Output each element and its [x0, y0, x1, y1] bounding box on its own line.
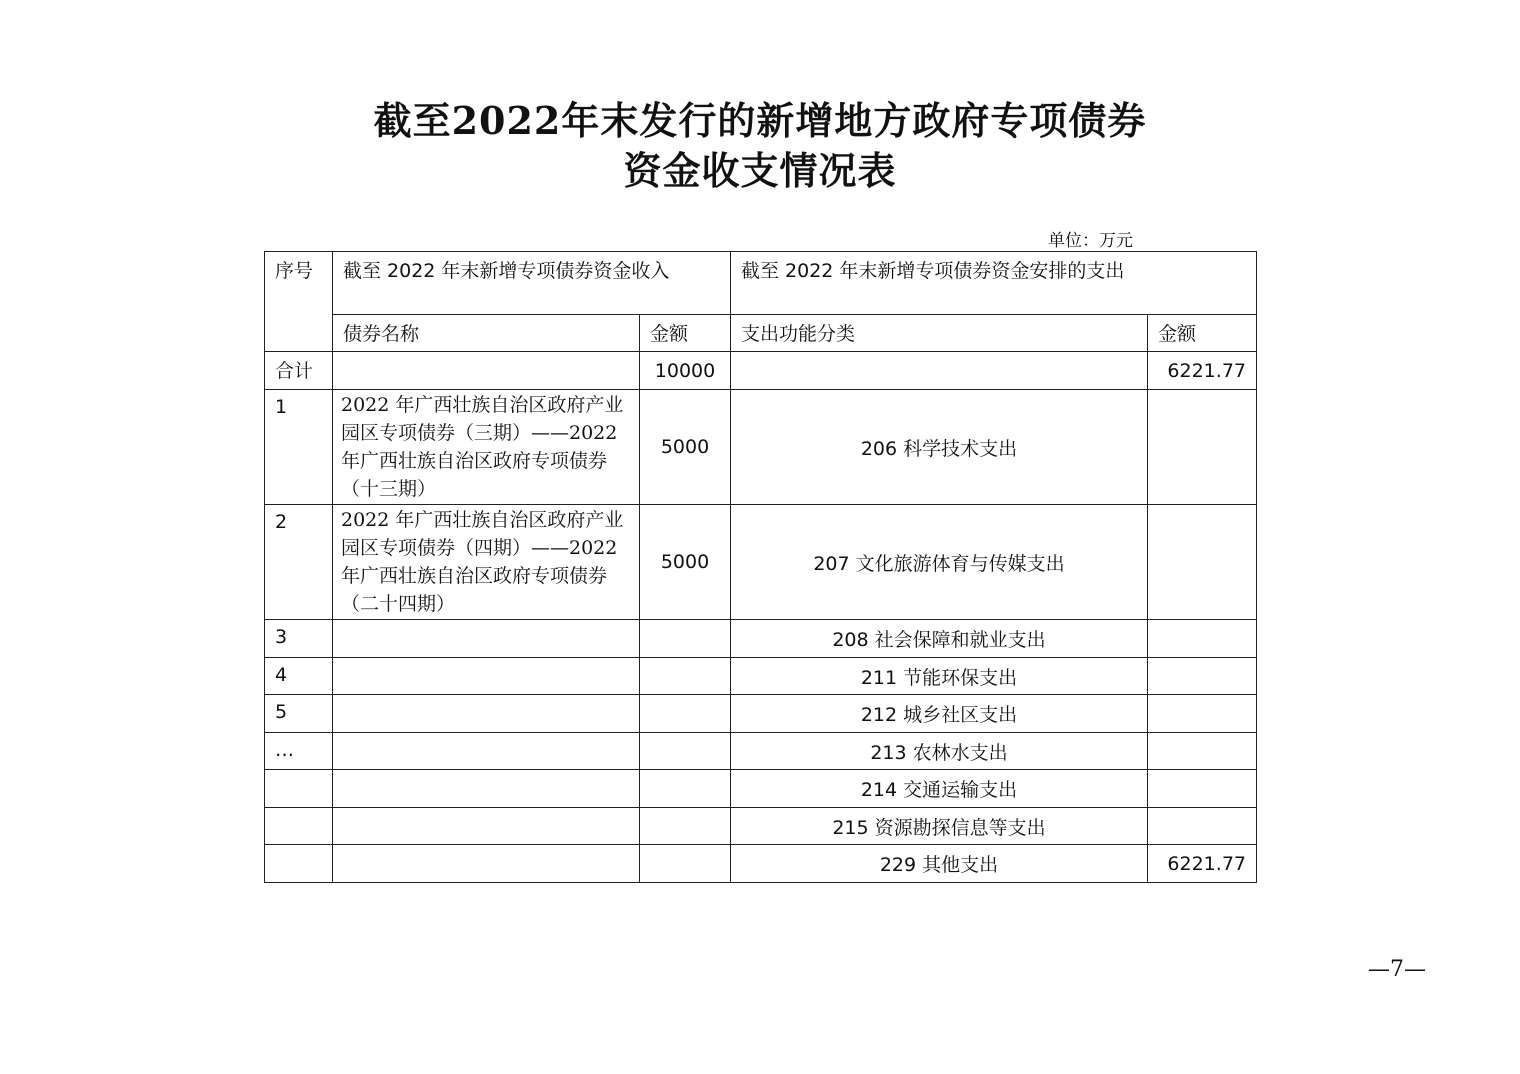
table-row — [265, 845, 1257, 883]
row-seq — [265, 808, 333, 845]
row-expense-amount — [1148, 733, 1257, 770]
row-income-amount — [640, 808, 731, 845]
document-title-line-1: 截至2022年末发行的新增地方政府专项债券 — [373, 98, 1147, 143]
row-seq: 5 — [265, 695, 333, 733]
table-row — [265, 770, 1257, 808]
row-expense-amount — [1148, 620, 1257, 658]
bond-fund-table — [264, 251, 1257, 883]
row-seq — [265, 770, 333, 808]
table-row — [265, 658, 1257, 695]
row-bond-name — [333, 658, 640, 695]
row-income-amount — [640, 620, 731, 658]
unit-label: 单位：万元 — [1048, 231, 1133, 251]
row-expense-amount — [1148, 695, 1257, 733]
row-expense-category: 211 节能环保支出 — [731, 658, 1148, 695]
row-expense-amount — [1148, 658, 1257, 695]
row-income-amount: 5000 — [640, 390, 731, 505]
document-title-line-2: 资金收支情况表 — [623, 148, 897, 193]
table-row — [265, 733, 1257, 770]
row-expense-category: 212 城乡社区支出 — [731, 695, 1148, 733]
row-expense-category: 229 其他支出 — [731, 845, 1148, 883]
row-expense-amount — [1148, 390, 1257, 505]
row-seq: 3 — [265, 620, 333, 658]
row-income-amount — [640, 845, 731, 883]
header-expense-category: 支出功能分类 — [731, 315, 1148, 352]
header-expense-group: 截至 2022 年末新增专项债券资金安排的支出 — [731, 252, 1257, 315]
row-seq: 1 — [265, 390, 333, 505]
header-income-group: 截至 2022 年末新增专项债券资金收入 — [333, 252, 731, 315]
row-bond-name — [333, 770, 640, 808]
row-income-amount: 5000 — [640, 505, 731, 620]
row-income-amount — [640, 733, 731, 770]
table-row — [265, 390, 1257, 505]
table-row — [265, 695, 1257, 733]
row-income-amount — [640, 695, 731, 733]
row-expense-category: 206 科学技术支出 — [731, 390, 1148, 505]
row-bond-name — [333, 695, 640, 733]
row-expense-category: 213 农林水支出 — [731, 733, 1148, 770]
total-expense-amount: 6221.77 — [1148, 352, 1257, 390]
row-seq: 4 — [265, 658, 333, 695]
table-row — [265, 620, 1257, 658]
row-expense-amount: 6221.77 — [1148, 845, 1257, 883]
row-bond-name: 2022 年广西壮族自治区政府产业园区专项债券（三期）——2022 年广西壮族自治区政府专项债券（十三期） — [333, 390, 640, 505]
header-amount-income: 金额 — [640, 315, 731, 352]
total-income-amount: 10000 — [640, 352, 731, 390]
row-income-amount — [640, 770, 731, 808]
total-label: 合计 — [265, 352, 333, 390]
row-expense-amount — [1148, 505, 1257, 620]
table-row — [265, 505, 1257, 620]
table-row — [265, 808, 1257, 845]
row-expense-category: 207 文化旅游体育与传媒支出 — [731, 505, 1148, 620]
row-seq: … — [265, 733, 333, 770]
page-number: —7— — [1368, 957, 1426, 982]
row-expense-category: 208 社会保障和就业支出 — [731, 620, 1148, 658]
row-seq: 2 — [265, 505, 333, 620]
total-category-cell — [731, 352, 1148, 390]
row-income-amount — [640, 658, 731, 695]
row-expense-category: 215 资源勘探信息等支出 — [731, 808, 1148, 845]
header-seq: 序号 — [265, 252, 333, 352]
total-bond-cell — [333, 352, 640, 390]
header-bond-name: 债券名称 — [333, 315, 640, 352]
row-expense-amount — [1148, 770, 1257, 808]
row-bond-name: 2022 年广西壮族自治区政府产业园区专项债券（四期）——2022 年广西壮族自治区政府专项债券（二十四期） — [333, 505, 640, 620]
row-bond-name — [333, 845, 640, 883]
row-seq — [265, 845, 333, 883]
row-expense-category: 214 交通运输支出 — [731, 770, 1148, 808]
row-bond-name — [333, 733, 640, 770]
row-bond-name — [333, 808, 640, 845]
header-amount-expense: 金额 — [1148, 315, 1257, 352]
row-bond-name — [333, 620, 640, 658]
row-expense-amount — [1148, 808, 1257, 845]
